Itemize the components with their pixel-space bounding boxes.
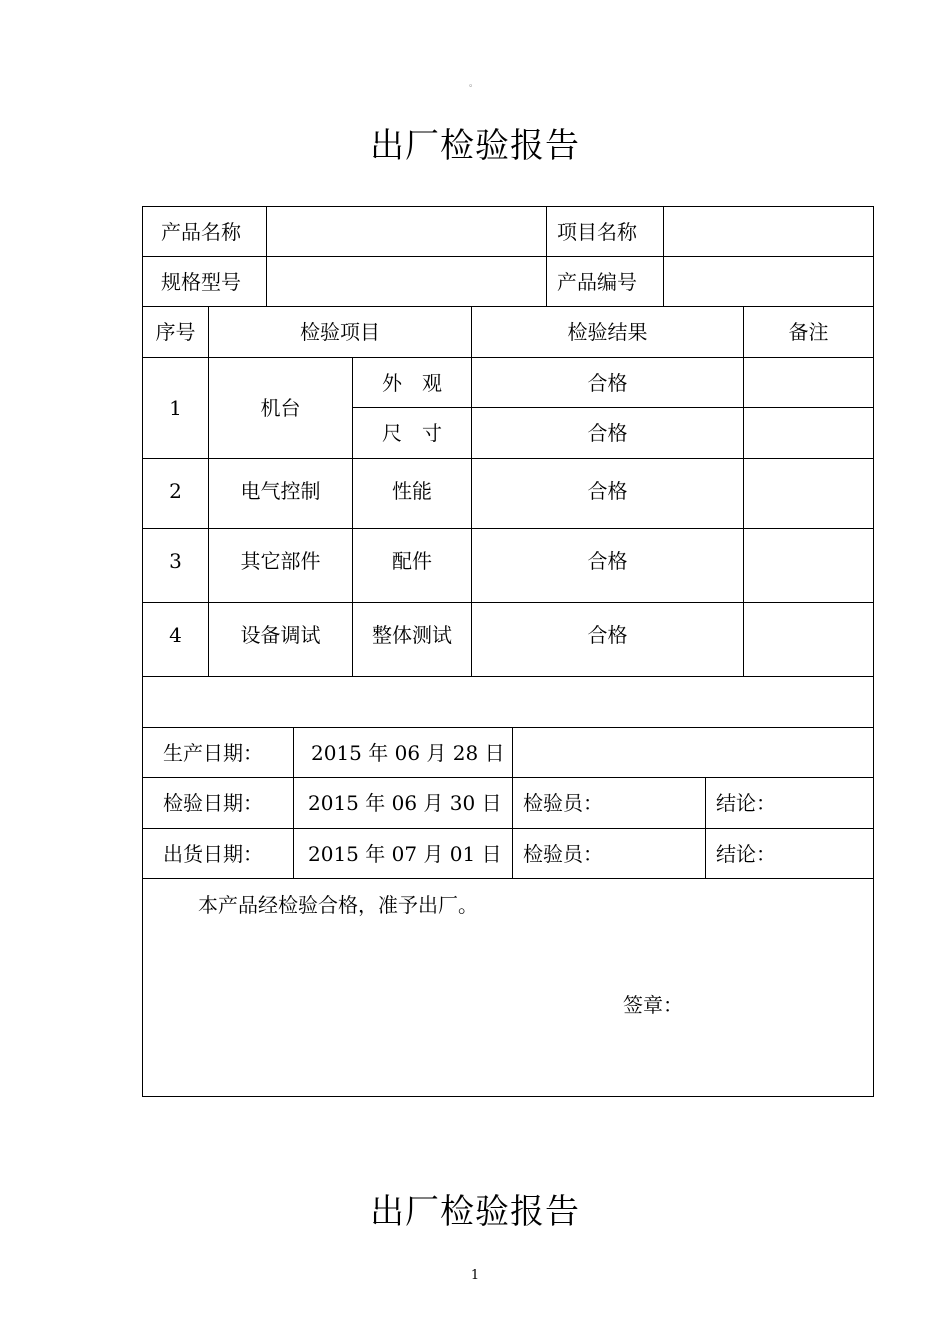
row-3-category: 其它部件	[208, 528, 353, 603]
product-no-value	[663, 256, 874, 307]
row-1-seq: 1	[142, 357, 209, 459]
row-3-result: 合格	[471, 528, 744, 603]
product-name-value	[266, 206, 547, 257]
conclusion-label-1: 结论：	[705, 777, 874, 829]
conclusion-label-2: 结论：	[705, 828, 874, 879]
row-3-sub: 配件	[352, 528, 472, 603]
project-name-value	[663, 206, 874, 257]
row-1-remark-1	[743, 357, 874, 408]
spec-model-value	[266, 256, 547, 307]
row-4-category: 设备调试	[208, 602, 353, 677]
row-2-sub: 性能	[352, 458, 472, 529]
shipping-date-value: 2015 年 07 月 01 日	[293, 828, 513, 879]
header-remark: 备注	[743, 306, 874, 358]
production-date-label: 生产日期：	[142, 727, 294, 778]
row-4-result: 合格	[471, 602, 744, 677]
header-inspection-result: 检验结果	[471, 306, 744, 358]
approval-note-cell	[142, 878, 874, 1097]
project-name-label: 项目名称	[546, 206, 664, 257]
inspector-label-2: 检验员：	[512, 828, 706, 879]
row-1-result-1: 合格	[471, 357, 744, 408]
blank-row	[142, 676, 874, 728]
production-date-extra	[512, 727, 874, 778]
product-no-label: 产品编号	[546, 256, 664, 307]
page-title-repeat: 出厂检验报告	[370, 1192, 580, 1232]
approval-note-text: 本产品经检验合格，准予出厂。	[198, 893, 478, 917]
shipping-date-label: 出货日期：	[142, 828, 294, 879]
row-2-result: 合格	[471, 458, 744, 529]
header-inspection-item: 检验项目	[208, 306, 472, 358]
row-1-remark-2	[743, 407, 874, 459]
row-2-seq: 2	[142, 458, 209, 529]
top-dot-mark: 。	[469, 79, 479, 89]
row-3-seq: 3	[142, 528, 209, 603]
row-1-sub-1: 外观	[352, 357, 472, 408]
row-3-remark	[743, 528, 874, 603]
row-2-category: 电气控制	[208, 458, 353, 529]
inspection-date-value: 2015 年 06 月 30 日	[293, 777, 513, 829]
inspection-report-table	[142, 206, 874, 1097]
row-1-sub-2: 尺寸	[352, 407, 472, 459]
row-1-result-2: 合格	[471, 407, 744, 459]
row-4-remark	[743, 602, 874, 677]
header-seq: 序号	[142, 306, 209, 358]
page-title: 出厂检验报告	[370, 126, 580, 166]
row-4-seq: 4	[142, 602, 209, 677]
product-name-label: 产品名称	[142, 206, 267, 257]
production-date-value: 2015 年 06 月 28 日	[293, 727, 513, 778]
inspector-label-1: 检验员：	[512, 777, 706, 829]
signature-label: 签章：	[623, 993, 683, 1017]
row-4-sub: 整体测试	[352, 602, 472, 677]
inspection-date-label: 检验日期：	[142, 777, 294, 829]
row-1-category: 机台	[208, 357, 353, 459]
page-number: 1	[470, 1268, 480, 1283]
spec-model-label: 规格型号	[142, 256, 267, 307]
row-2-remark	[743, 458, 874, 529]
